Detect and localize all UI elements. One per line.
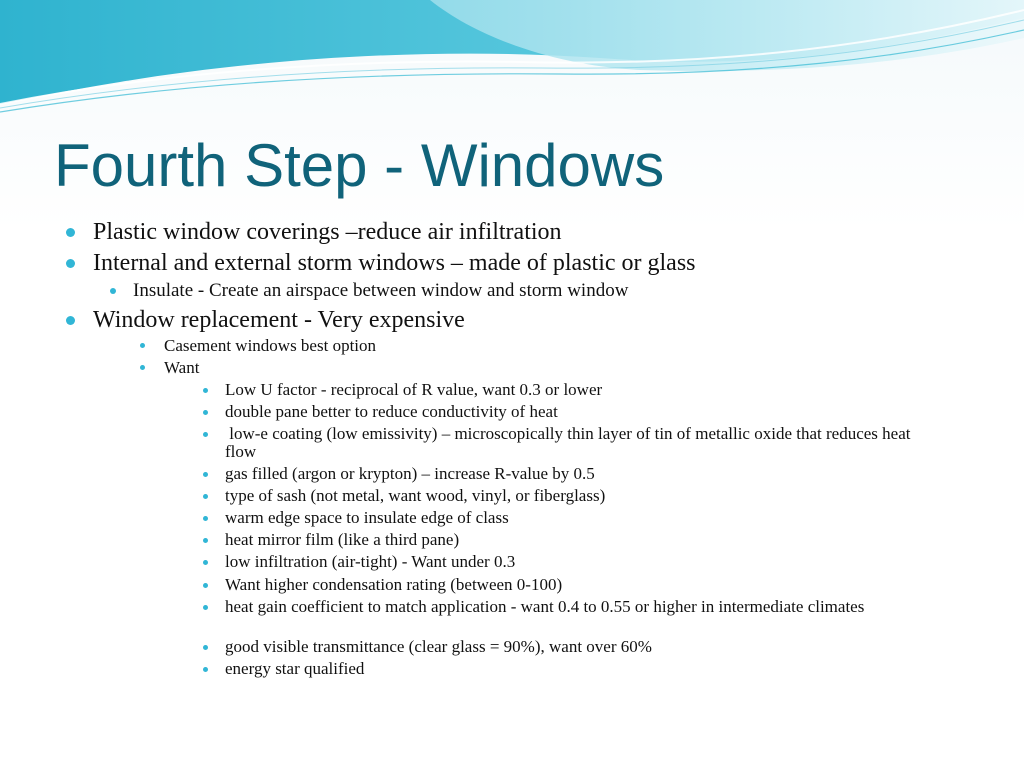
bullet-item xyxy=(133,280,628,302)
bullet-text: Want xyxy=(164,358,200,377)
bullet-item xyxy=(93,248,696,278)
bullet-text: Insulate - Create an airspace between window and storm window xyxy=(133,280,629,301)
bullet-dot-icon xyxy=(203,583,208,588)
bullet-dot-icon xyxy=(203,516,208,521)
bullet-item xyxy=(225,381,925,399)
bullet-text: good visible transmittance (clear glass = 90%), want over 60% xyxy=(225,637,652,656)
bullet-item xyxy=(225,425,925,460)
bullet-item xyxy=(164,335,376,356)
bullet-dot-icon xyxy=(203,410,208,415)
bullet-text: gas filled (argon or krypton) – increase R-value by 0.5 xyxy=(225,464,595,483)
bullet-item xyxy=(164,357,199,378)
bullet-dot-icon xyxy=(140,365,145,370)
bullet-item xyxy=(225,509,925,527)
bullet-text: heat mirror film (like a third pane) xyxy=(225,530,460,549)
slide-title: Fourth Step - Windows xyxy=(54,132,665,199)
bullet-text: Internal and external storm windows – made of plastic or glass xyxy=(93,250,696,276)
bullet-item xyxy=(93,305,465,335)
bullet-item xyxy=(225,487,925,505)
bullet-item xyxy=(225,403,925,421)
bullet-dot-icon xyxy=(203,388,208,393)
bullet-item xyxy=(225,553,925,571)
bullet-item xyxy=(225,465,925,483)
bullet-item xyxy=(225,660,925,678)
bullet-dot-icon xyxy=(203,605,208,610)
bullet-text: heat gain coefficient to match application - want 0.4 to 0.55 or higher in intermediate climates xyxy=(225,597,865,616)
bullet-text: low-e coating (low emissivity) – microscopically thin layer of tin of metallic oxide that reduces heat flow xyxy=(225,424,915,461)
bullet-text: type of sash (not metal, want wood, vinyl, or fiberglass) xyxy=(225,486,606,505)
bullet-dot-icon xyxy=(140,343,145,348)
bullet-item xyxy=(225,638,925,656)
bullet-dot-icon xyxy=(66,259,75,268)
bullet-dot-icon xyxy=(66,228,75,237)
bullet-text: warm edge space to insulate edge of class xyxy=(225,508,509,527)
bullet-item xyxy=(93,217,562,247)
bullet-text: Window replacement - Very expensive xyxy=(93,307,465,333)
bullet-dot-icon xyxy=(203,538,208,543)
bullet-text: Want higher condensation rating (between 0-100) xyxy=(225,575,563,594)
bullet-item xyxy=(225,531,925,549)
bullet-text: Plastic window coverings –reduce air infiltration xyxy=(93,219,562,245)
bullet-dot-icon xyxy=(203,494,208,499)
bullet-dot-icon xyxy=(203,667,208,672)
bullet-item xyxy=(225,576,925,594)
bullet-dot-icon xyxy=(66,316,75,325)
bullet-dot-icon xyxy=(203,560,208,565)
bullet-dot-icon xyxy=(110,288,116,294)
bullet-item xyxy=(225,598,915,616)
bullet-dot-icon xyxy=(203,472,208,477)
bullet-text: Casement windows best option xyxy=(164,336,377,355)
bullet-text: Low U factor - reciprocal of R value, want 0.3 or lower xyxy=(225,380,603,399)
bullet-text: low infiltration (air-tight) - Want under 0.3 xyxy=(225,552,516,571)
bullet-text: energy star qualified xyxy=(225,659,365,678)
bullet-dot-icon xyxy=(203,645,208,650)
bullet-text: double pane better to reduce conductivity of heat xyxy=(225,402,558,421)
bullet-dot-icon xyxy=(203,432,208,437)
header-wave-decoration xyxy=(0,0,1024,130)
